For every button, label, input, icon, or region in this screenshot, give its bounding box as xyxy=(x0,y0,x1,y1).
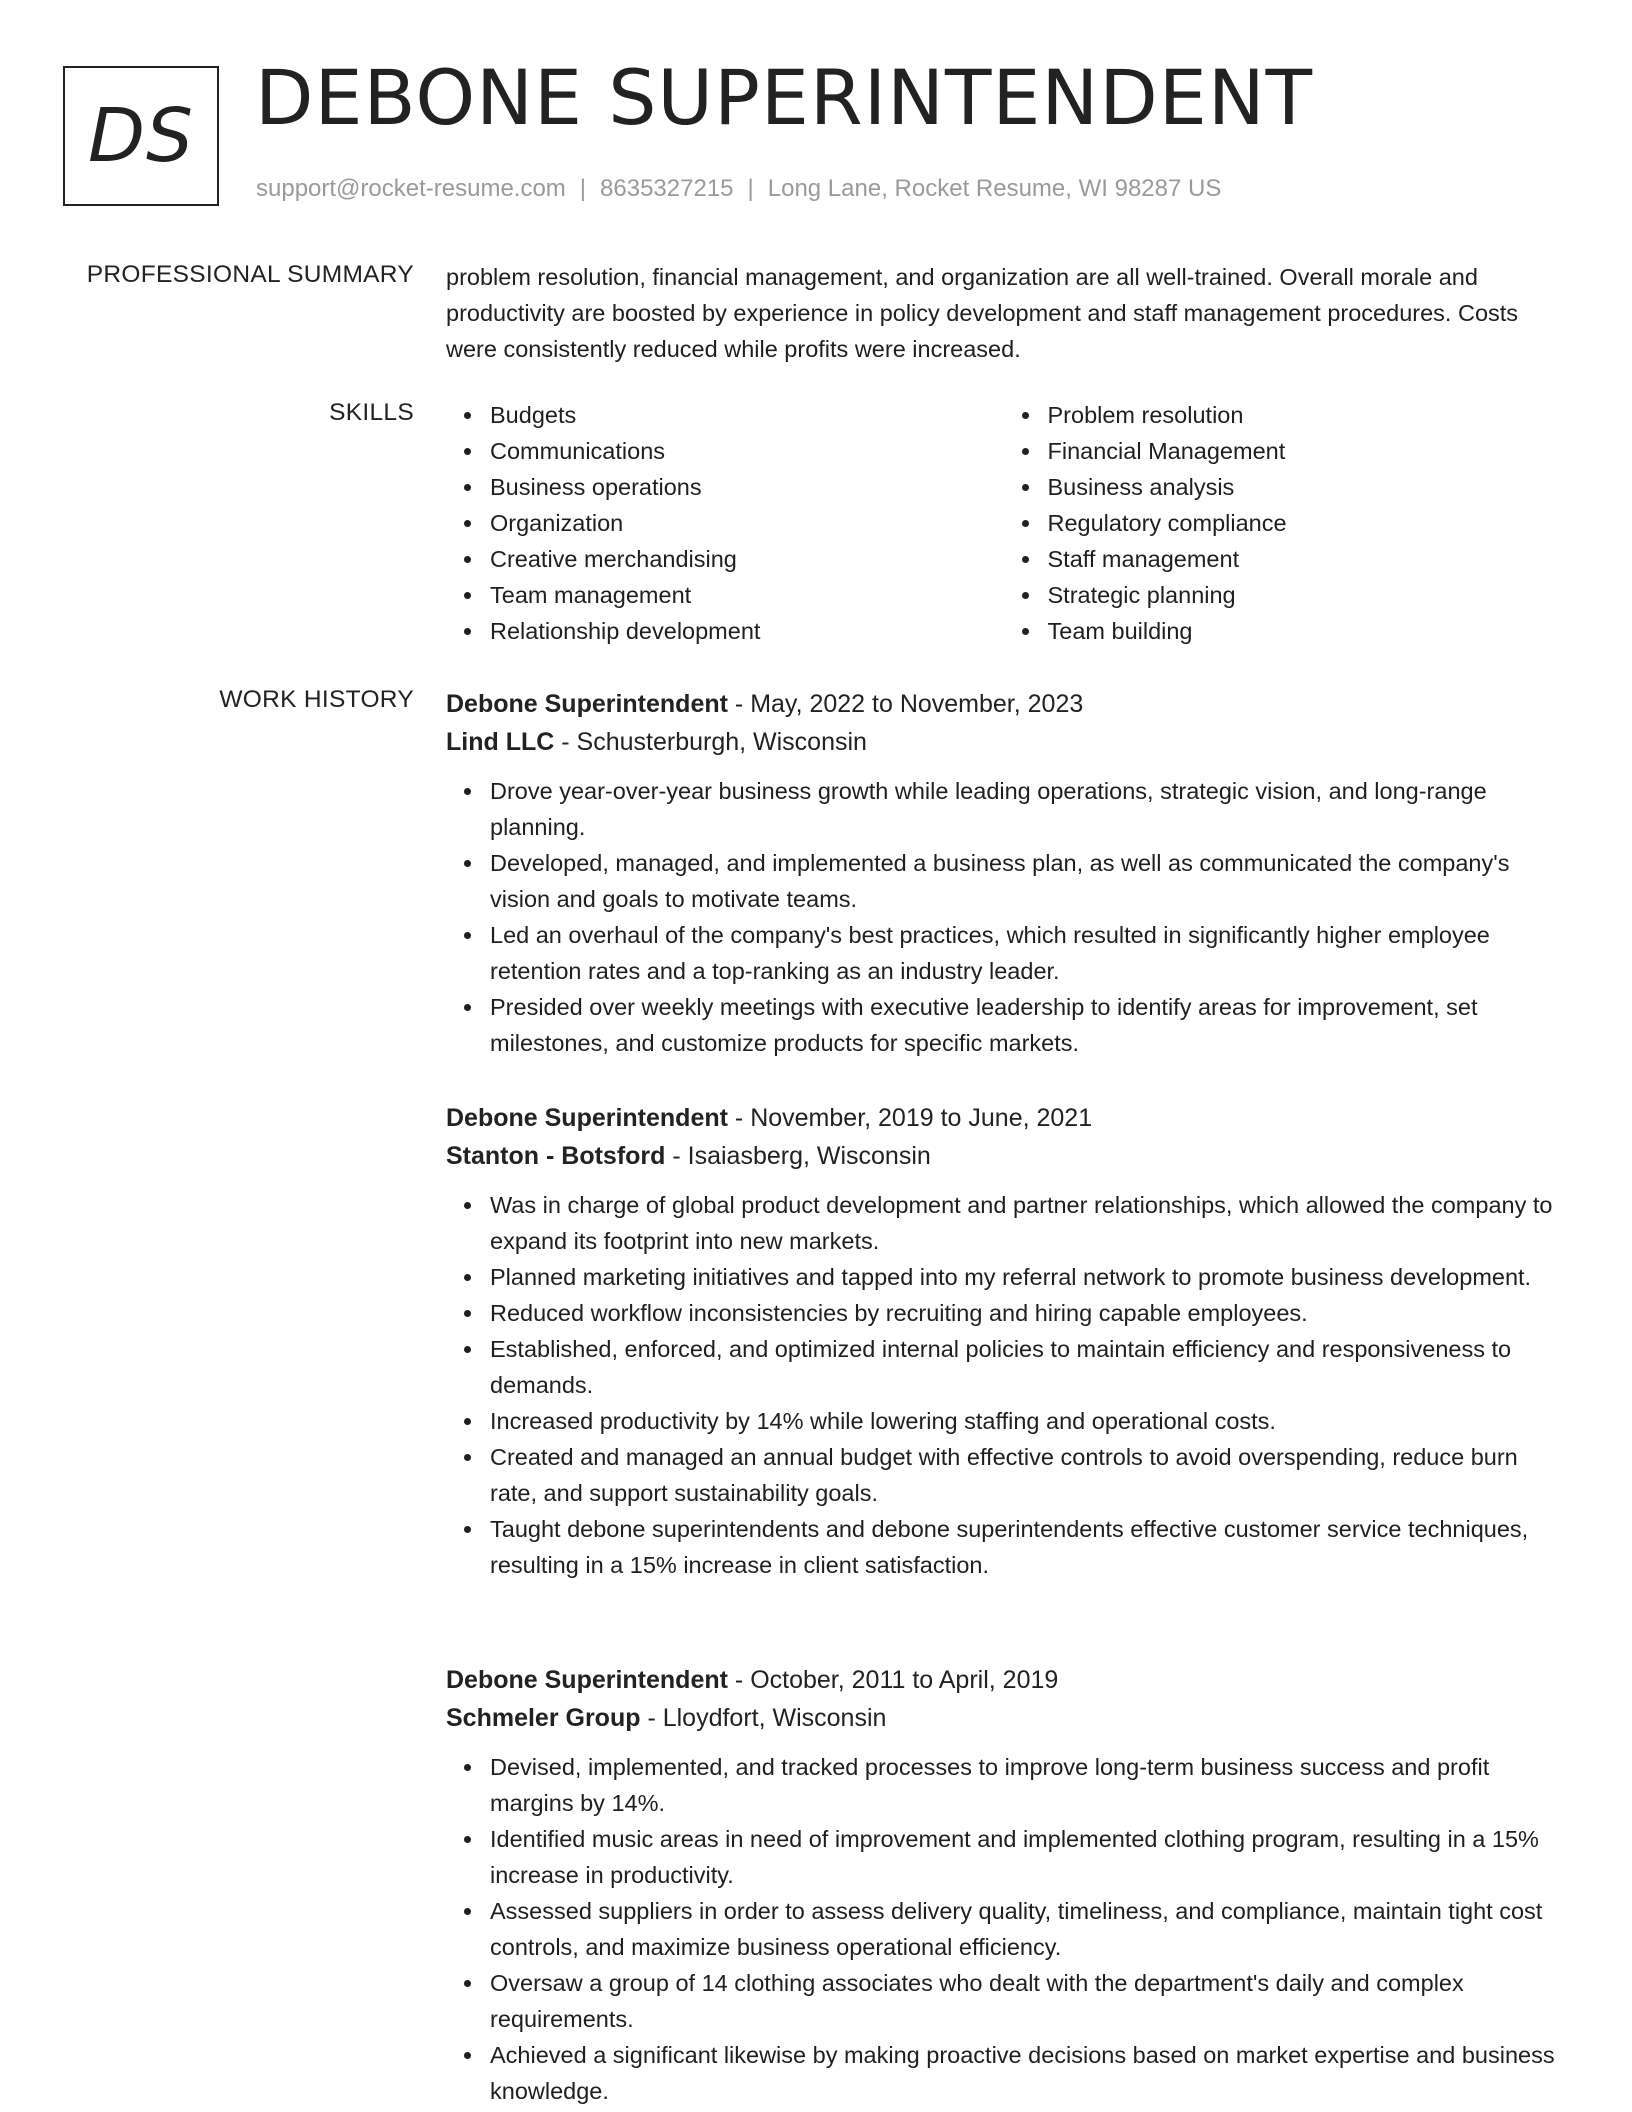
job-bullet: Drove year-over-year business growth while leading operations, strategic vision, and long-range planning. xyxy=(490,773,1561,845)
summary-text: problem resolution, financial management, and organization are all well-trained. Overall morale and productivity are boosted by experience in policy development and staff management procedures. Costs were consistently reduced while profits were increased. xyxy=(446,264,1519,362)
job-location: - Isaiasberg, Wisconsin xyxy=(672,1142,931,1170)
job-bullet: Identified music areas in need of improvement and implemented clothing program, resulting in a 15% increase in productivity. xyxy=(490,1821,1561,1893)
job-bullet: Presided over weekly meetings with executive leadership to identify areas for improvement, set milestones, and customize products for specific markets. xyxy=(490,989,1561,1061)
job-title: Debone Superintendent xyxy=(446,690,728,718)
job-company-line xyxy=(446,1137,1561,1175)
skill-item: Financial Management xyxy=(1048,433,1562,469)
skills-list xyxy=(446,397,1561,649)
job-bullet: Established, enforced, and optimized internal policies to maintain efficiency and responsiveness to demands. xyxy=(490,1331,1561,1403)
section-label-summary: PROFESSIONAL SUMMARY xyxy=(86,261,414,288)
skill-item: Budgets xyxy=(490,397,1004,433)
job-dates: - May, 2022 to November, 2023 xyxy=(734,690,1084,718)
job-location: - Lloydfort, Wisconsin xyxy=(647,1704,887,1732)
job-entry xyxy=(446,1661,1561,2109)
job-bullet: Achieved a significant likewise by making proactive decisions based on market expertise and business knowledge. xyxy=(490,2037,1561,2109)
email: support@rocket-resume.com xyxy=(256,175,566,202)
job-bullet: Reduced workflow inconsistencies by recruiting and hiring capable employees. xyxy=(490,1295,1561,1331)
section-label-work-history: WORK HISTORY xyxy=(219,686,414,713)
job-bullets xyxy=(446,1749,1561,2109)
skill-item: Team building xyxy=(1048,613,1562,649)
job-entry xyxy=(446,1099,1561,1583)
job-title-line xyxy=(446,1099,1561,1137)
contact-line xyxy=(256,175,1221,203)
monogram-badge: DS xyxy=(63,66,219,206)
job-company: Schmeler Group xyxy=(446,1704,641,1732)
skill-item: Communications xyxy=(490,433,1004,469)
job-dates: - October, 2011 to April, 2019 xyxy=(734,1666,1059,1694)
skill-item: Creative merchandising xyxy=(490,541,1004,577)
job-bullet: Developed, managed, and implemented a business plan, as well as communicated the company's vision and goals to motivate teams. xyxy=(490,845,1561,917)
candidate-name: DEBONE SUPERINTENDENT xyxy=(255,53,1314,142)
job-title-line xyxy=(446,1661,1561,1699)
job-title-line xyxy=(446,685,1561,723)
job-bullets xyxy=(446,1187,1561,1583)
job-bullet: Taught debone superintendents and debone superintendents effective customer service techniques, resulting in a 15% increase in client satisfaction. xyxy=(490,1511,1561,1583)
skill-item: Team management xyxy=(490,577,1004,613)
job-location: - Schusterburgh, Wisconsin xyxy=(561,728,867,756)
skill-item: Business analysis xyxy=(1048,469,1562,505)
job-company-line xyxy=(446,723,1561,761)
job-bullet: Was in charge of global product development and partner relationships, which allowed the company to expand its footprint into new markets. xyxy=(490,1187,1561,1259)
skill-item: Staff management xyxy=(1048,541,1562,577)
job-bullet: Assessed suppliers in order to assess delivery quality, timeliness, and compliance, maintain tight cost controls, and maximize business operational efficiency. xyxy=(490,1893,1561,1965)
job-dates: - November, 2019 to June, 2021 xyxy=(734,1104,1093,1132)
job-bullet: Devised, implemented, and tracked processes to improve long-term business success and profit margins by 14%. xyxy=(490,1749,1561,1821)
skill-item: Relationship development xyxy=(490,613,1004,649)
job-entry xyxy=(446,685,1561,1061)
skill-item: Regulatory compliance xyxy=(1048,505,1562,541)
section-label-skills: SKILLS xyxy=(329,399,414,426)
skills-column-right xyxy=(1004,397,1562,649)
skill-item: Problem resolution xyxy=(1048,397,1562,433)
job-title: Debone Superintendent xyxy=(446,1666,728,1694)
job-company: Lind LLC xyxy=(446,728,555,756)
skills-column-left xyxy=(446,397,1004,649)
contact-separator: | xyxy=(579,175,587,202)
address: Long Lane, Rocket Resume, WI 98287 US xyxy=(767,175,1222,202)
skill-item: Business operations xyxy=(490,469,1004,505)
phone: 8635327215 xyxy=(600,175,734,202)
job-company-line xyxy=(446,1699,1561,1737)
job-bullet: Created and managed an annual budget with effective controls to avoid overspending, reduce burn rate, and support sustainability goals. xyxy=(490,1439,1561,1511)
skill-item: Strategic planning xyxy=(1048,577,1562,613)
skill-item: Organization xyxy=(490,505,1004,541)
job-title: Debone Superintendent xyxy=(446,1104,728,1132)
job-company: Stanton - Botsford xyxy=(446,1142,666,1170)
job-bullet: Increased productivity by 14% while lowering staffing and operational costs. xyxy=(490,1403,1561,1439)
job-bullet: Oversaw a group of 14 clothing associates who dealt with the department's daily and complex requirements. xyxy=(490,1965,1561,2037)
job-bullets xyxy=(446,773,1561,1061)
contact-separator: | xyxy=(747,175,754,202)
job-bullet: Planned marketing initiatives and tapped into my referral network to promote business development. xyxy=(490,1259,1561,1295)
job-bullet: Led an overhaul of the company's best practices, which resulted in significantly higher employee retention rates and a top-ranking as an industry leader. xyxy=(490,917,1561,989)
